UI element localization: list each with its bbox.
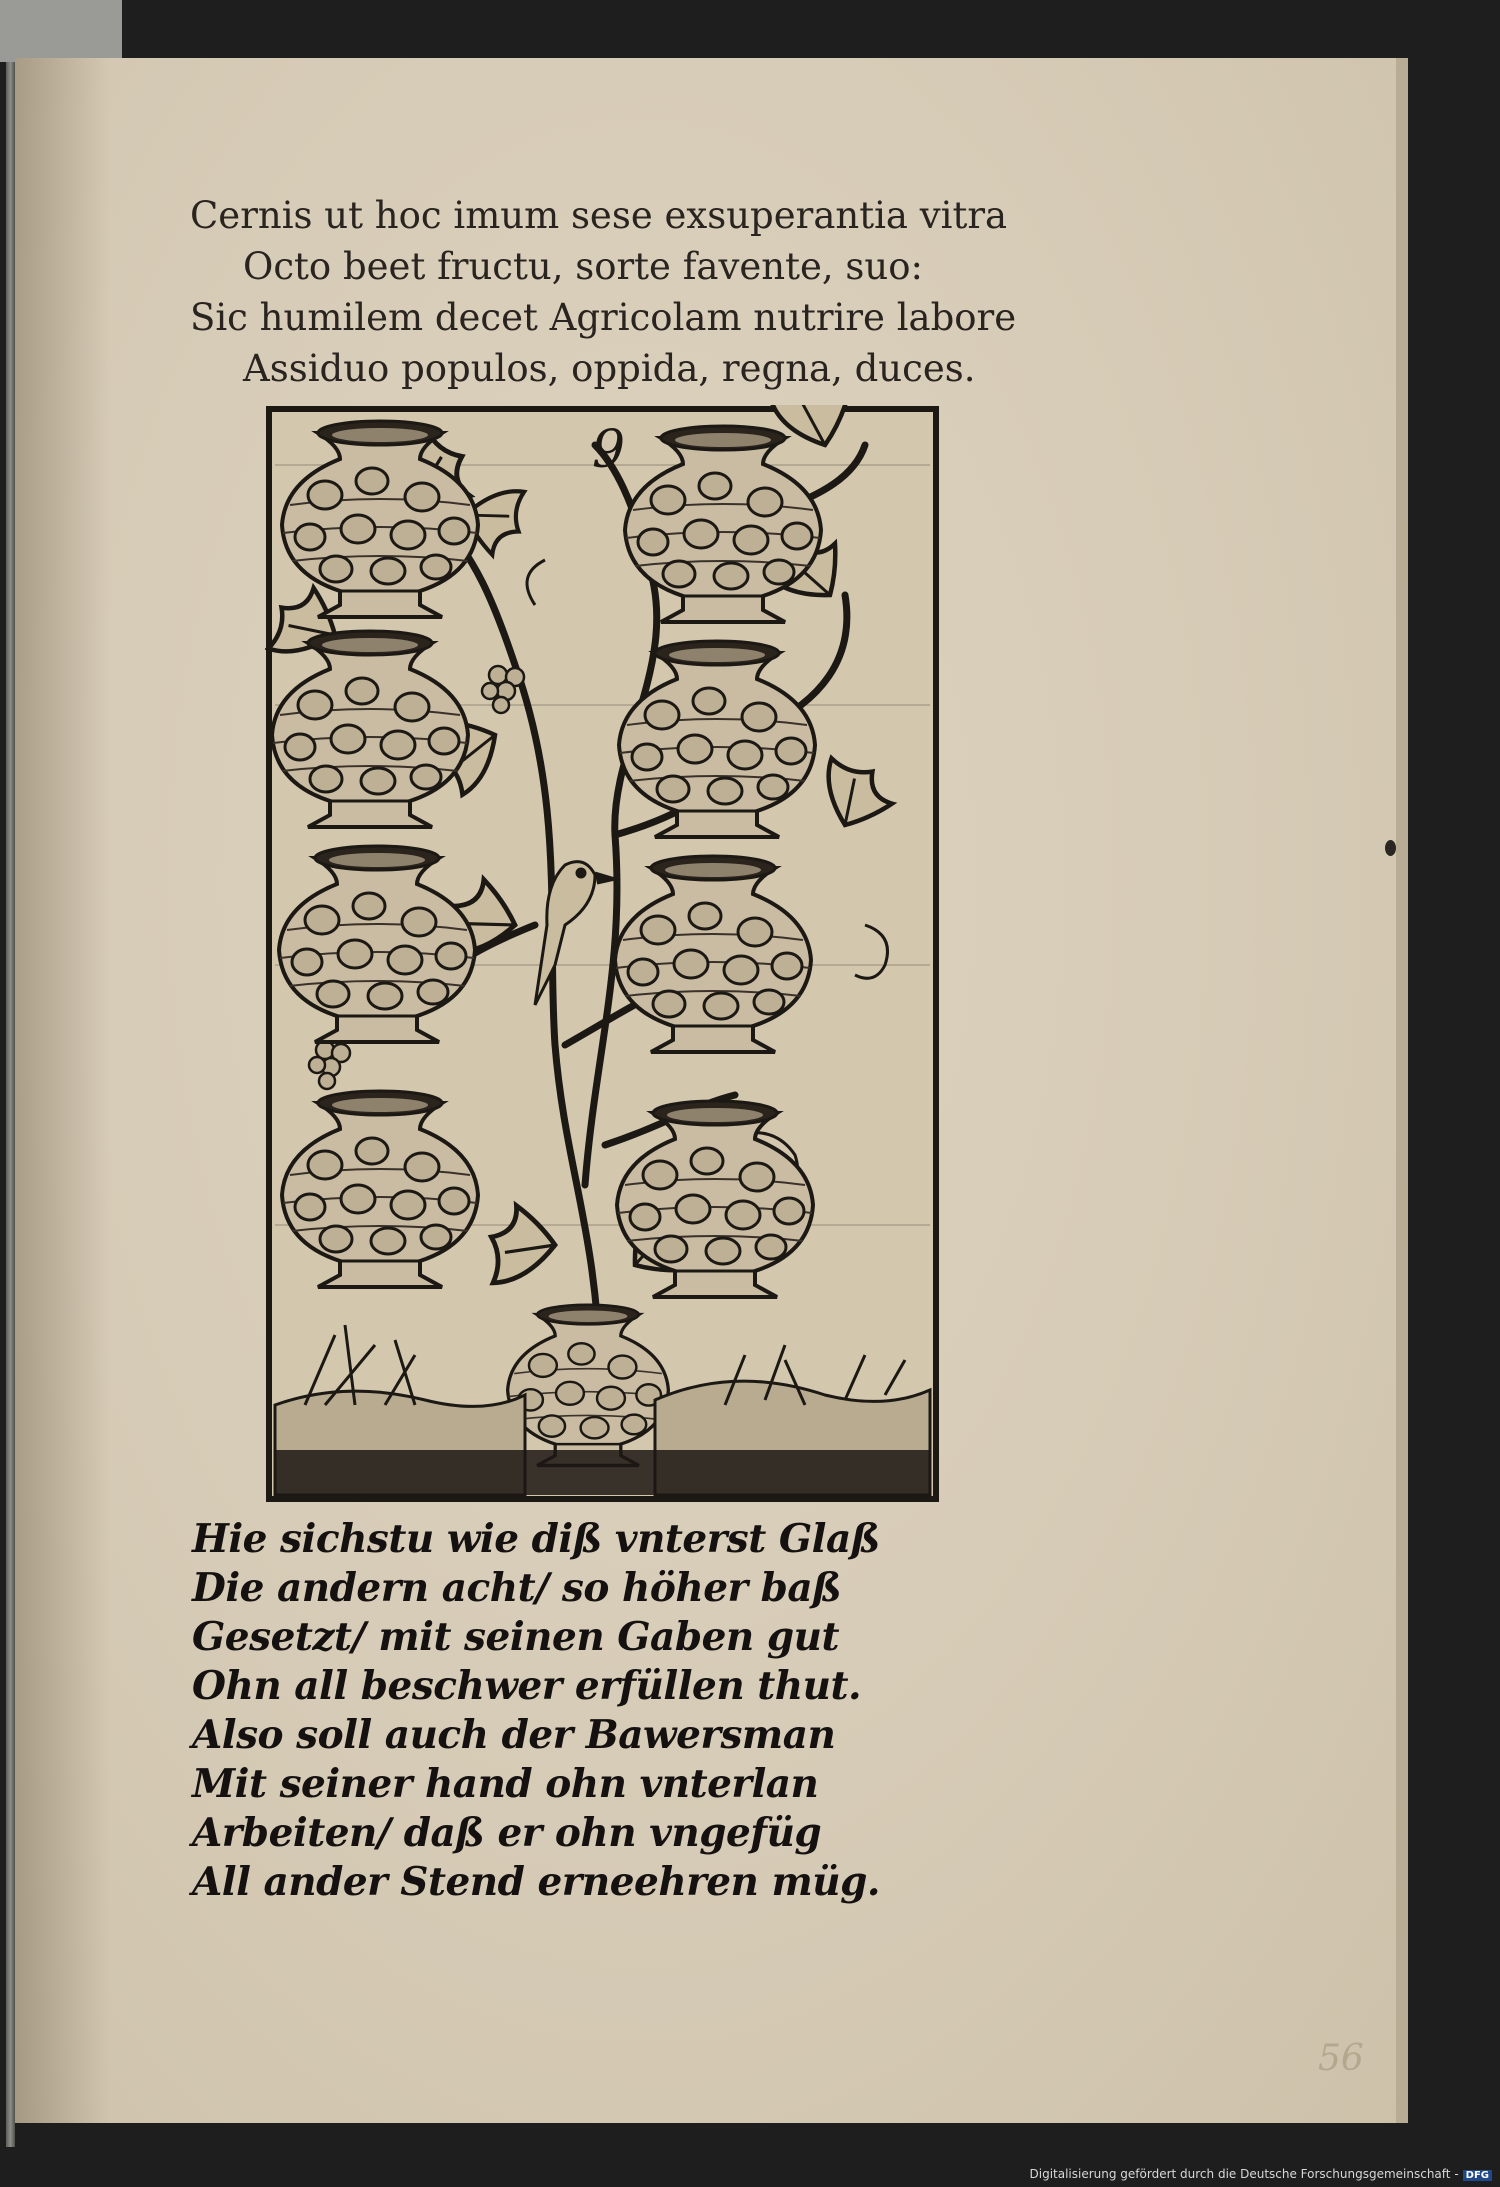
german-verse-line-8: All ander Stend erneehren müg. bbox=[192, 1859, 880, 1905]
credit-text: Digitalisierung gefördert durch die Deutsche Forschungsgemeinschaft - bbox=[1029, 2167, 1459, 2181]
german-verse-line-3: Gesetzt/ mit seinen Gaben gut bbox=[192, 1614, 839, 1660]
folio-number: 56 bbox=[1318, 2038, 1364, 2079]
dfg-logo: DFG bbox=[1463, 2170, 1492, 2181]
woodcut-illustration bbox=[265, 405, 940, 1503]
latin-verse bbox=[190, 190, 1090, 394]
german-verse bbox=[192, 1515, 880, 1907]
german-verse-line-5: Also soll auch der Bawersman bbox=[192, 1712, 836, 1758]
latin-verse-line-1: Cernis ut hoc imum sese exsuperantia vitra bbox=[190, 194, 1008, 237]
gutter-shadow bbox=[15, 58, 110, 2123]
german-verse-line-4: Ohn all beschwer erfüllen thut. bbox=[192, 1663, 862, 1709]
page-edge bbox=[1396, 58, 1408, 2123]
scanner-corner-block bbox=[0, 0, 122, 62]
card-number: 9 bbox=[592, 420, 626, 480]
german-verse-line-7: Arbeiten/ daß er ohn vngefüg bbox=[192, 1810, 822, 1856]
german-verse-line-1: Hie sichstu wie diß vnterst Glaß bbox=[192, 1516, 880, 1562]
scanner-edge-strip bbox=[6, 62, 15, 2147]
latin-verse-line-3: Sic humilem decet Agricolam nutrire labore bbox=[190, 296, 1017, 339]
ink-spot bbox=[1385, 840, 1396, 856]
german-verse-line-2: Die andern acht/ so höher baß bbox=[192, 1565, 842, 1611]
latin-verse-line-2: Octo beet fructu, sorte favente, suo: bbox=[243, 245, 923, 288]
german-verse-line-6: Mit seiner hand ohn vnterlan bbox=[192, 1761, 819, 1807]
digitization-credit bbox=[1030, 2167, 1493, 2181]
latin-verse-line-4: Assiduo populos, oppida, regna, duces. bbox=[243, 347, 976, 390]
